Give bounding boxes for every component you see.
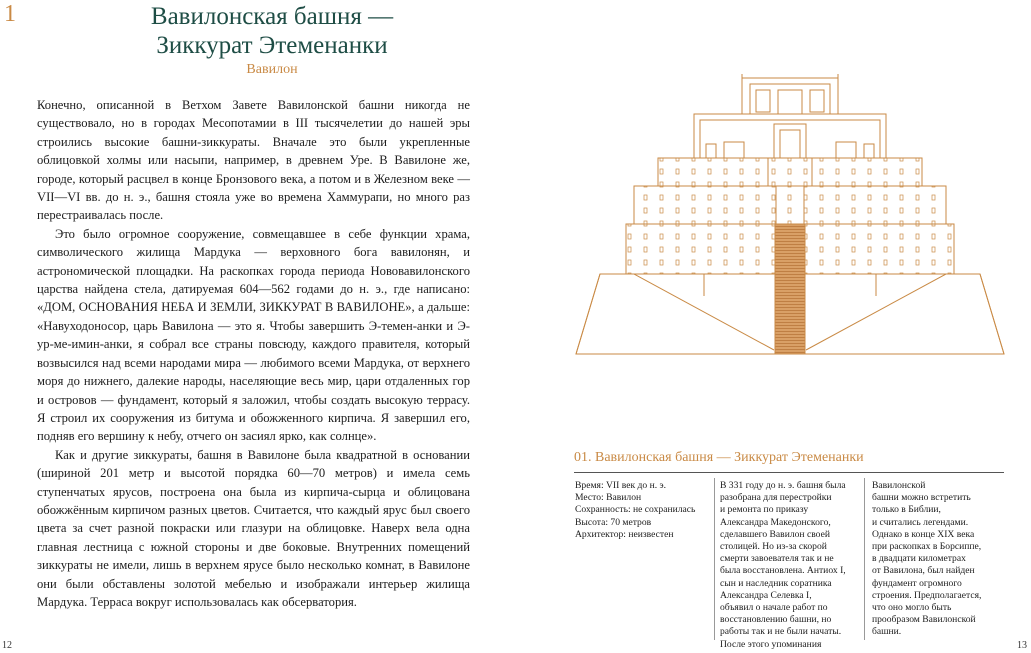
text-line: башни можно встретить <box>872 492 971 504</box>
facts-column <box>575 480 713 541</box>
text-line: Вавилонской <box>872 480 926 491</box>
text-line: при раскопках в Борсиппе, <box>872 541 982 553</box>
text-line: в двадцати километрах <box>872 553 966 565</box>
text-line: Однако в конце XIX века <box>872 528 975 540</box>
ziggurat-illustration <box>574 74 1006 358</box>
text-line: После этого упоминания <box>720 638 822 650</box>
text-line: смерти завоевателя так и не <box>720 553 834 565</box>
page-number-left: 12 <box>2 640 12 651</box>
text-line: сделавшего Вавилон своей <box>720 528 830 540</box>
text-line: В 331 году до н. э. башня была <box>720 480 846 491</box>
history-column-1 <box>720 480 858 651</box>
column-divider-1 <box>714 478 715 640</box>
text-line: восстановлению башни, но <box>720 614 832 626</box>
fact-height: Высота: 70 метров <box>575 516 652 528</box>
text-line: фундамент огромного <box>872 577 962 589</box>
title-line-1: Вавилонская башня — <box>150 3 394 30</box>
history-column-2 <box>872 480 1004 639</box>
text-line: от Вавилона, был найден <box>872 565 975 577</box>
fact-place: Место: Вавилон <box>575 492 642 504</box>
text-line: что оно могло быть <box>872 602 952 614</box>
page-subtitle: Вавилон <box>246 62 298 77</box>
text-line: и ремонта по приказу <box>720 504 809 516</box>
text-line: работы так и не были начаты. <box>720 626 842 638</box>
text-line: Александра Селевка I, <box>720 589 812 601</box>
card-divider <box>574 472 1004 473</box>
title-line-2: Зиккурат Этеменанки <box>156 32 388 59</box>
chapter-number: 1 <box>4 1 16 27</box>
column-divider-2 <box>864 478 865 640</box>
text-line: сын и наследник соратника <box>720 577 832 589</box>
text-line: прообразом Вавилонской <box>872 614 976 626</box>
text-line: объявил о начале работ по <box>720 602 828 614</box>
paragraph-2: Это было огромное сооружение, совмещавшее в себе функции храма, символического жилища Мардука — верховного бога вавилонян, и астрономической площадки. На раскопках города периода Нововавилонского царства найдена стела, датируемая 604—562 годами до н. э., где написано: «ДОМ, ОСНОВАНИЯ НЕБА И ЗЕМЛИ, ЗИККУРАТ В ВАВИЛОНЕ», а дальше: «Навуходоносор, царь Вавилона — это я. Чтобы завершить Э-темен-анки и Э-ур-ме-имин-анки, я собрал все страны повсюду, каждого правителя, который возвысился над всеми народами мира — любимого всеми Мардука, от верхнего моря до нижнего, далекие народы, населяющие весь мир, цари отдаленных гор и островов — фундамент, который я заложил, чтобы создать высокую террасу. Я строил их сооружения из битума и обожженного кирпича. Я завершил его, подняв его вершину к небу, отчего он засиял ярко, как солнце». <box>37 226 470 444</box>
page-number-right: 13 <box>1017 640 1027 651</box>
text-line: только в Библии, <box>872 504 941 516</box>
paragraph-3: Как и другие зиккураты, башня в Вавилоне была квадратной в основании (шириной 201 метр и высотой порядка 60—70 метров) и имела семь ступенчатых ярусов, построена она была из кирпича-сырца и облицована обожжённым кирпичом разных цветов. Считается, что каждый ярус был своего цвета за счет разной покраски или глазури на облицовке. Наверх вела одна главная лестница с южной стороны и две боковые. Внутренних помещений зиккураты не имели, лишь в верхнем ярусе было несколько комнат, в Вавилоне они были обставлены золотой мебелью и изображали интерьер жилища Мардука. Терраса вокруг использовалась как обсерватория. <box>37 447 470 609</box>
fact-preservation: Сохранность: не сохранилась <box>575 504 696 516</box>
text-line: разобрана для перестройки <box>720 492 832 504</box>
article-body <box>37 96 470 611</box>
paragraph-1: Конечно, описанной в Ветхом Завете Вавилонской башни никогда не существовало, но в городах Месопотамии в III тысячелетии до нашей эры строились высокие башни-зиккураты. Вначале это были укрепленные облицовкой холмы или насыпи, например, в древнем Уре. В Вавилоне же, городе, который расцвел в конце Бронзового века, а потом и в Железном веке — VII—VI вв. до н. э., башня стояла уже во времена Хаммурапи, но много раз перестраивалась после. <box>37 98 470 223</box>
info-card-title: 01. Вавилонская башня — Зиккурат Этеменанки <box>574 450 864 465</box>
fact-architect: Архитектор: неизвестен <box>575 528 674 540</box>
text-line: столицей. Но из-за скорой <box>720 541 827 553</box>
text-line: строения. Предполагается, <box>872 589 982 601</box>
text-line: Александра Македонского, <box>720 516 831 528</box>
fact-time: Время: VII век до н. э. <box>575 480 667 491</box>
text-line: и считались легендами. <box>872 516 969 528</box>
text-line: была восстановлена. Антиох I, <box>720 565 846 577</box>
text-line: башни. <box>872 626 902 638</box>
page-title <box>60 2 484 60</box>
